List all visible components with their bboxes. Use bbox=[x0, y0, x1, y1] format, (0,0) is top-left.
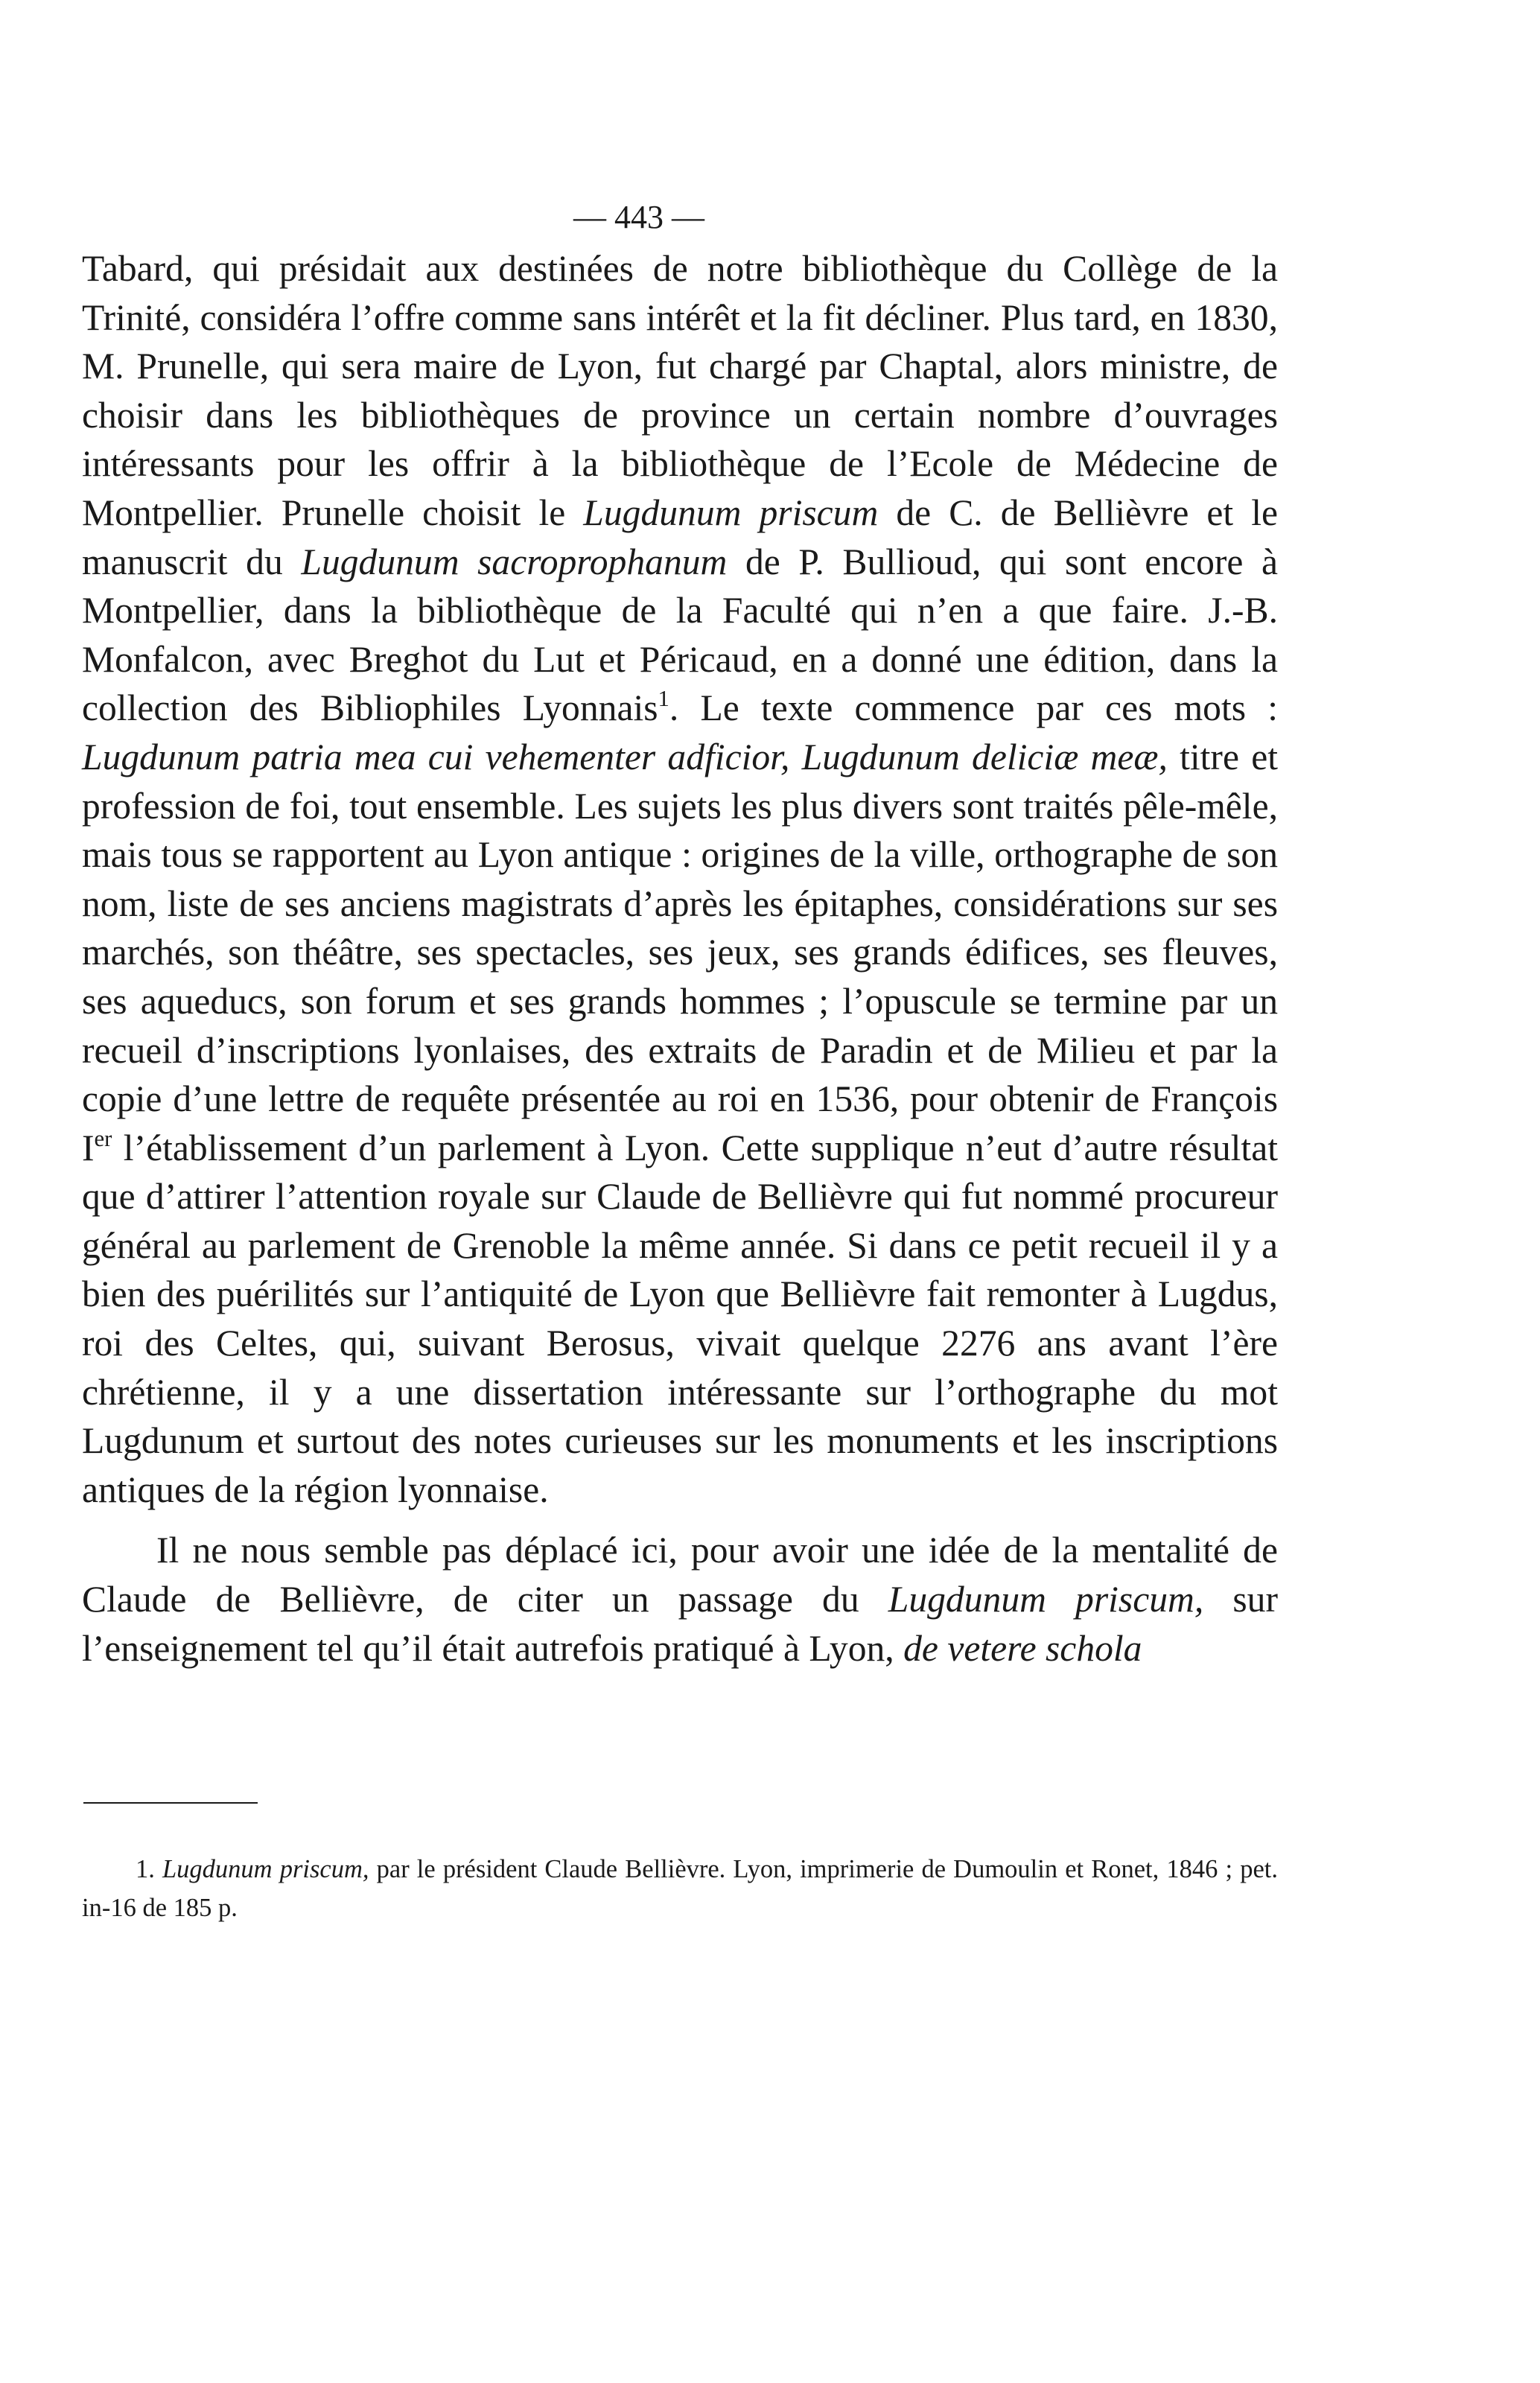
footnote bbox=[82, 1850, 1278, 1927]
footnote-reference: 1 bbox=[658, 686, 669, 712]
italic-phrase: de vetere schola bbox=[903, 1627, 1142, 1669]
italic-title: Lugdunum priscum, bbox=[888, 1579, 1204, 1620]
italic-title: Lugdunum sacroprophanum bbox=[301, 541, 728, 582]
footnote-divider bbox=[83, 1802, 258, 1804]
main-text bbox=[82, 244, 1278, 1673]
text-run: de C. de Bellièvre et le manuscrit du bbox=[82, 491, 1278, 582]
paragraph bbox=[82, 1526, 1278, 1673]
text-run: sur l’enseignement tel qu’il était autrefois pratiqué à Lyon, bbox=[82, 1579, 1278, 1669]
text-run: . Le texte commence par ces mots : bbox=[669, 687, 1278, 729]
paragraph bbox=[82, 244, 1278, 1514]
text-run: Il ne nous semble pas déplacé ici, pour avoir une idée de la mentalité de Claude de Bellièvre, de citer un passage du bbox=[82, 1530, 1278, 1620]
footnote-marker: 1. bbox=[136, 1855, 155, 1883]
italic-title: Lugdunum priscum, bbox=[162, 1855, 369, 1883]
page-number: — 443 — bbox=[573, 199, 704, 235]
footnotes bbox=[82, 1850, 1278, 1927]
text-run: Tabard, qui présidait aux destinées de notre bibliothèque du Collège de la Trinité, considéra l’offre comme sans intérêt et la fit décliner. Plus tard, en 1830, M. Prunelle, qui sera maire de Lyon, fut chargé par Chaptal, alors ministre, de choisir dans les bibliothèques de province un certain nombre d’ouvrages intéressants pour les offrir à la bibliothèque de l’Ecole de Médecine de Montpellier. Prunelle choisit le bbox=[82, 248, 1278, 533]
text-run: titre et profession de foi, tout ensemble. Les sujets les plus divers sont traités pêle-mêle, mais tous se rapportent au Lyon antique : origines de la ville, orthographe de son nom, liste de ses anciens magistrats d’après les épitaphes, considérations sur ses marchés, son théâtre, ses spectacles, ses jeux, ses grands édifices, ses fleuves, ses aqueducs, son forum et ses grands hommes ; l’opuscule se termine par un recueil d’inscriptions lyonlaises, des extraits de Paradin et de Milieu et par la copie d’une lettre de requête présentée au roi en 1536, pour obtenir de François I bbox=[82, 736, 1278, 1168]
superscript: er bbox=[94, 1125, 112, 1151]
italic-title: Lugdunum priscum bbox=[583, 491, 879, 533]
footnote-text: par le président Claude Bellièvre. Lyon, imprimerie de Dumoulin et Ronet, 1846 ; pet. in-16 de 185 p. bbox=[82, 1855, 1278, 1922]
italic-quotation: Lugdunum patria mea cui vehementer adficior, Lugdunum deliciæ meæ, bbox=[82, 736, 1168, 777]
text-run: l’établissement d’un parlement à Lyon. Cette supplique n’eut d’autre résultat que d’attirer l’attention royale sur Claude de Bellièvre qui fut nommé procureur général au parlement de Grenoble la même année. Si dans ce petit recueil il y a bien des puérilités sur l’antiquité de Lyon que Bellièvre fait remonter à Lugdus, roi des Celtes, qui, suivant Berosus, vivait quelque 2276 ans avant l’ère chrétienne, il y a une dissertation intéressante sur l’orthographe du mot Lugdunum et surtout des notes curieuses sur les monuments et les inscriptions antiques de la région lyonnaise. bbox=[82, 1127, 1278, 1510]
text-run: de P. Bullioud, qui sont encore à Montpellier, dans la bibliothèque de la Faculté qui n’en a que faire. J.-B. Monfalcon, avec Breghot du Lut et Péricaud, en a donné une édition, dans la collection des Bibliophiles Lyonnais bbox=[82, 541, 1278, 729]
